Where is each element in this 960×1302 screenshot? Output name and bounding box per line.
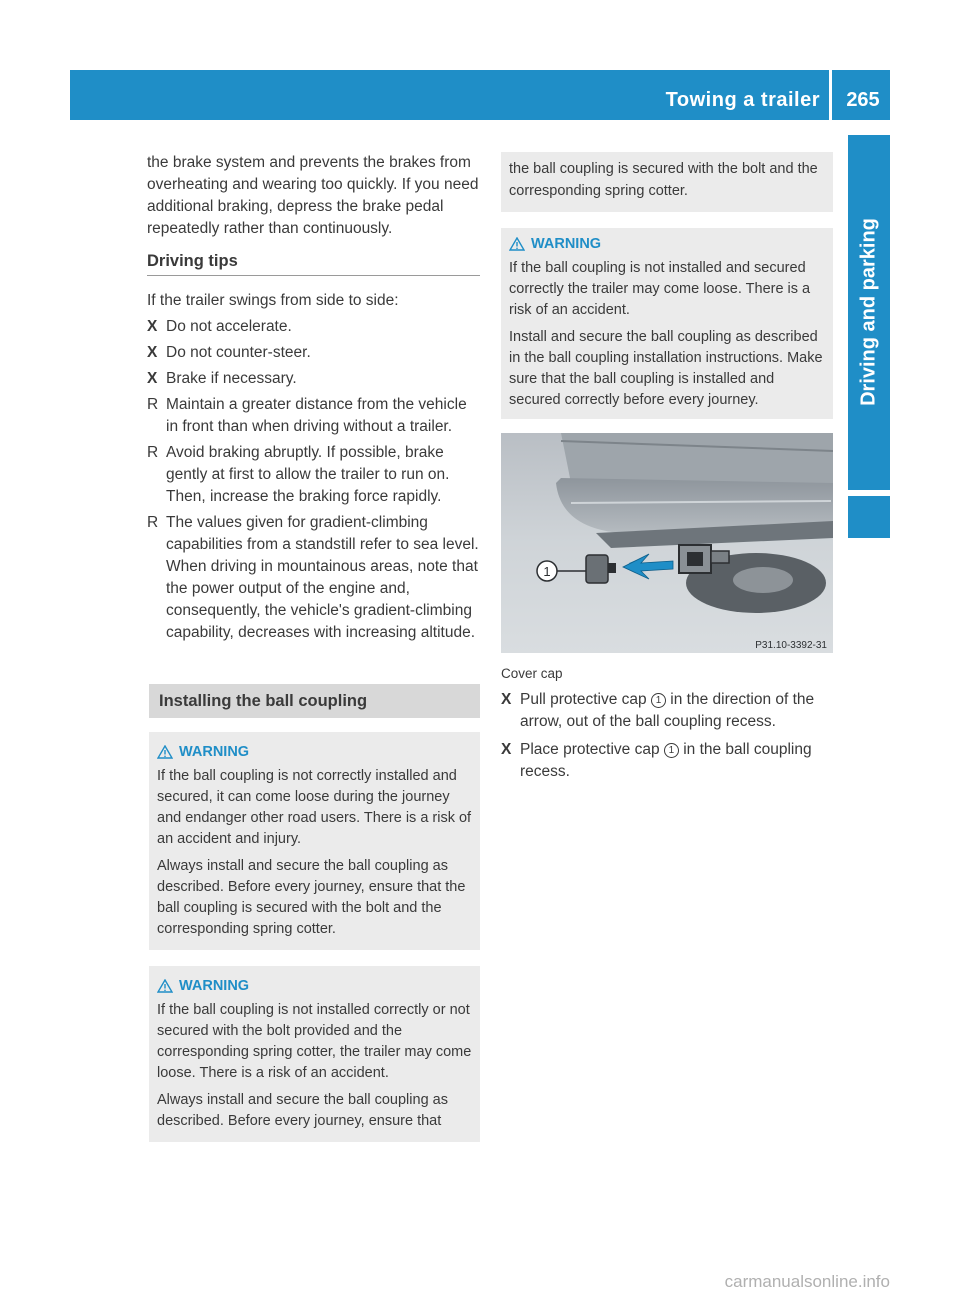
figure-caption: Cover cap bbox=[501, 666, 563, 681]
step-item bbox=[147, 342, 480, 364]
installing-heading: Installing the ball coupling bbox=[149, 684, 480, 718]
step-arrow-icon: X bbox=[147, 344, 158, 361]
step-text: Do not accelerate. bbox=[166, 318, 292, 335]
warning-label: WARNING bbox=[179, 744, 250, 760]
ball-coupling-figure bbox=[501, 433, 833, 653]
step-arrow-icon: X bbox=[501, 741, 512, 758]
step-item bbox=[147, 316, 480, 338]
callout-number-inline: 1 bbox=[664, 743, 679, 758]
step-text-before: Pull protective cap bbox=[520, 691, 651, 708]
step-text-after: in the ball coupling recess. bbox=[520, 741, 812, 780]
step-arrow-icon: X bbox=[147, 318, 158, 335]
bullet-text: Avoid braking abruptly. If possible, brake gently at first to allow the trailer to run on. Then, increase the braking force rapidly. bbox=[166, 444, 450, 505]
callout-number: 1 bbox=[543, 564, 551, 579]
step-item bbox=[147, 368, 480, 390]
warning-label: WARNING bbox=[531, 236, 602, 252]
warning-box-continued bbox=[501, 152, 833, 212]
driving-tips-heading: Driving tips bbox=[147, 252, 480, 276]
warning-triangle-icon bbox=[157, 745, 173, 759]
bullet-icon: R bbox=[147, 396, 159, 413]
page-number: 265 bbox=[846, 89, 880, 111]
bullet-item bbox=[147, 442, 480, 508]
watermark-text: carmanualsonline.info bbox=[724, 1272, 890, 1291]
warning-box bbox=[501, 228, 833, 419]
left-column bbox=[147, 152, 480, 1142]
callout-number-inline: 1 bbox=[651, 693, 666, 708]
warning-text: Install and secure the ball coupling as described in the ball coupling installation instructions. Make sure that the ball coupling is installed and secured correctly before every journey. bbox=[509, 329, 823, 408]
bullet-text: Maintain a greater distance from the vehicle in front than when driving without a trailer. bbox=[166, 396, 467, 435]
warning-box bbox=[149, 732, 480, 950]
warning-text: If the ball coupling is not correctly installed and secured, it can come loose during the journey and endanger other road users. There is a risk of an accident and injury. bbox=[157, 768, 472, 847]
figure-code: P31.10-3392-31 bbox=[755, 640, 827, 651]
warning-title bbox=[509, 234, 825, 254]
step-text-before: Place protective cap bbox=[520, 741, 664, 758]
bullet-icon: R bbox=[147, 444, 159, 461]
step-item bbox=[501, 689, 833, 733]
step-item bbox=[501, 739, 833, 783]
warning-label: WARNING bbox=[179, 978, 250, 994]
chapter-tab-label: Driving and parking bbox=[857, 218, 880, 406]
step-arrow-icon: X bbox=[501, 691, 512, 708]
page-section-title: Towing a trailer bbox=[665, 89, 820, 111]
bullet-item bbox=[147, 394, 480, 438]
step-text: Do not counter-steer. bbox=[166, 344, 311, 361]
warning-title bbox=[157, 742, 472, 762]
header-divider bbox=[829, 70, 832, 120]
swing-intro: If the trailer swings from side to side: bbox=[147, 292, 399, 309]
bullet-item bbox=[147, 512, 480, 644]
warning-triangle-icon bbox=[157, 979, 173, 993]
warning-text: Always install and secure the ball coupling as described. Before every journey, ensure that the ball coupling is secured with the bolt and the corresponding spring cotter. bbox=[157, 858, 466, 937]
warning-text: the ball coupling is secured with the bolt and the corresponding spring cotter. bbox=[509, 161, 818, 199]
intro-continuation: the brake system and prevents the brakes from overheating and wearing too quickly. If you need additional braking, depress the brake pedal repeatedly rather than continuously. bbox=[147, 154, 479, 237]
warning-text: If the ball coupling is not installed and secured correctly the trailer may come loose. There is a risk of an accident. bbox=[509, 260, 811, 318]
warning-text: Always install and secure the ball coupling as described. Before every journey, ensure that bbox=[157, 1092, 448, 1129]
step-text: Brake if necessary. bbox=[166, 370, 297, 387]
warning-triangle-icon bbox=[509, 237, 525, 251]
bullet-text: The values given for gradient-climbing capabilities from a standstill refer to sea level. When driving in mountainous areas, note that the power output of the engine and, consequently, the vehicle's gradient-climbing capability, decreases with increasing altitude. bbox=[166, 514, 479, 641]
warning-text: If the ball coupling is not installed correctly or not secured with the bolt provided and the corresponding spring cotter, the trailer may come loose. There is a risk of an accident. bbox=[157, 1002, 472, 1081]
right-column bbox=[501, 152, 833, 783]
warning-box bbox=[149, 966, 480, 1142]
step-text-after: in the direction of the arrow, out of the ball coupling recess. bbox=[520, 691, 815, 730]
warning-title bbox=[157, 976, 472, 996]
chapter-tab-marker bbox=[848, 496, 890, 538]
ball-coupling-illustration bbox=[501, 433, 833, 653]
step-arrow-icon: X bbox=[147, 370, 158, 387]
bullet-icon: R bbox=[147, 514, 159, 531]
right-steps bbox=[501, 689, 833, 783]
